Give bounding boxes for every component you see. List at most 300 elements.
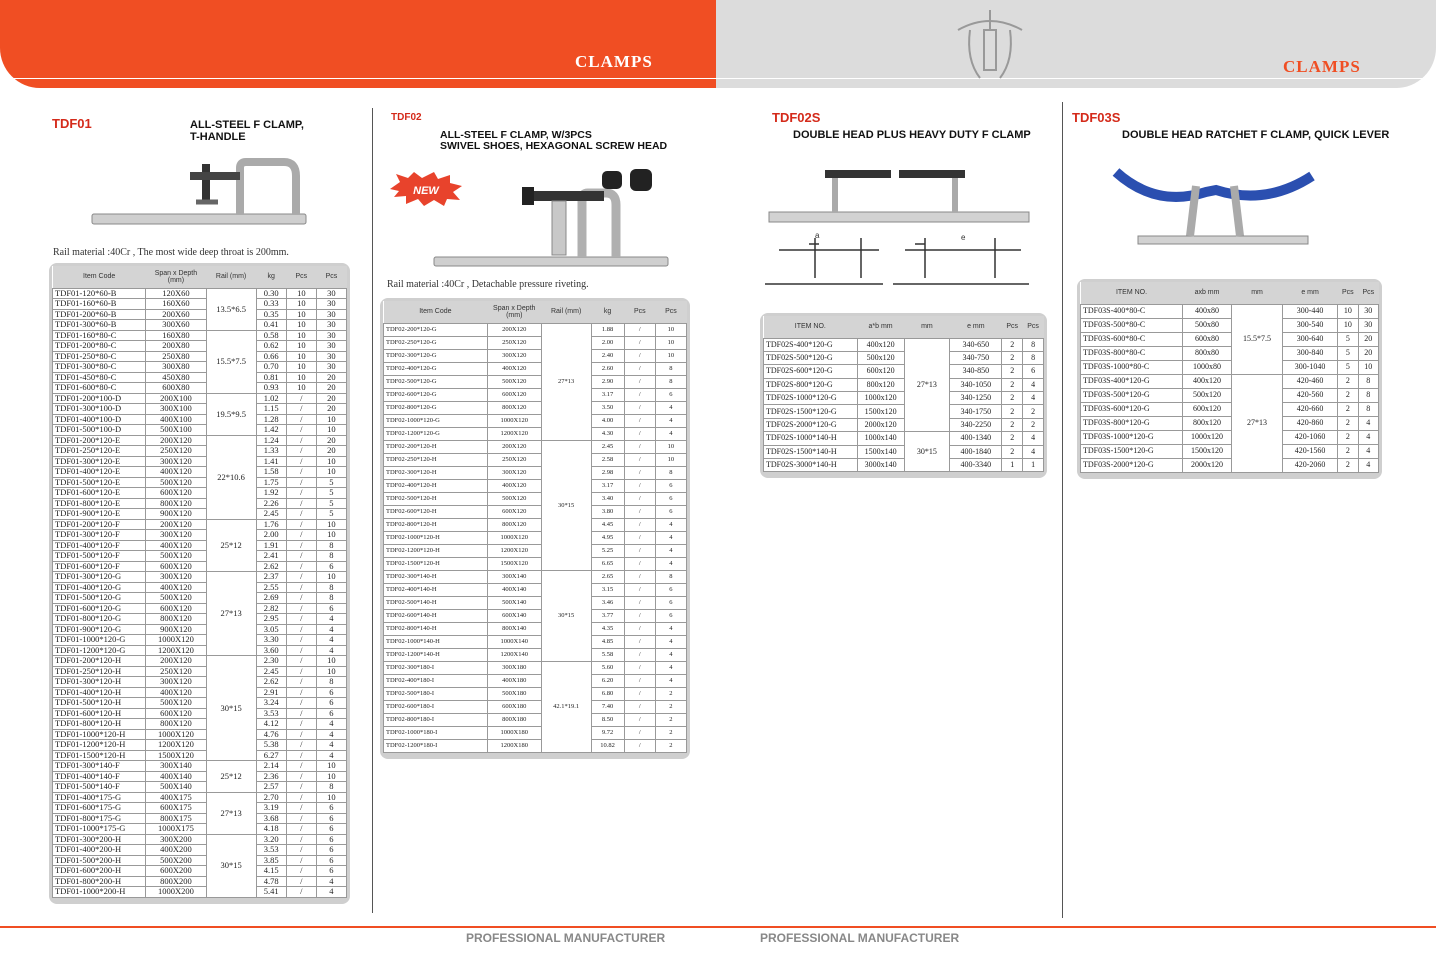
table-cell: 2.14: [256, 761, 286, 772]
table-cell: 6: [316, 855, 346, 866]
svg-text:a: a: [815, 231, 820, 240]
table-cell: 8: [655, 362, 686, 375]
table-cell: 400X180: [487, 674, 541, 687]
rail-size-cell: 27*13: [206, 572, 256, 656]
table-cell: 10: [286, 351, 316, 362]
table-cell: 400-3340: [950, 459, 1002, 472]
table-cell: TDF01-400*120-G: [53, 582, 146, 593]
table-cell: 4: [1358, 458, 1378, 472]
table-cell: 4: [655, 661, 686, 674]
table-cell: 500X200: [146, 855, 206, 866]
table-cell: TDF02-200*120-G: [384, 323, 488, 336]
table-header-cell: kg: [256, 266, 286, 288]
table-row: [53, 488, 347, 499]
product-title-tdf03s: DOUBLE HEAD RATCHET F CLAMP, QUICK LEVER: [1122, 129, 1390, 141]
table-cell: 800X120: [146, 719, 206, 730]
table-cell: 30: [316, 309, 346, 320]
table-cell: TDF01-500*140-F: [53, 782, 146, 793]
table-cell: 200X120: [146, 435, 206, 446]
table-cell: 800x80: [1183, 346, 1232, 360]
table-cell: 2.37: [256, 572, 286, 583]
table-row: [53, 750, 347, 761]
table-cell: 10: [1358, 360, 1378, 374]
rail-size-cell: 30*15: [206, 656, 256, 761]
table-cell: 2: [1338, 388, 1358, 402]
table-cell: 200X100: [146, 393, 206, 404]
table-cell: 340-1750: [950, 405, 1002, 418]
table-row: [53, 771, 347, 782]
table-cell: TDF01-200*120-E: [53, 435, 146, 446]
table-header-cell: Pcs: [316, 266, 346, 288]
table-cell: 400-1840: [950, 445, 1002, 458]
table-cell: 4: [316, 729, 346, 740]
table-cell: 420-560: [1283, 388, 1338, 402]
table-cell: 8: [316, 582, 346, 593]
table-row: [384, 414, 687, 427]
table-cell: 5.60: [591, 661, 624, 674]
table-cell: TDF01-300*60-B: [53, 320, 146, 331]
table-cell: 4: [655, 557, 686, 570]
table-cell: 1000X120: [487, 531, 541, 544]
table-cell: TDF01-500*120-F: [53, 551, 146, 562]
table-cell: 2.69: [256, 593, 286, 604]
table-cell: /: [286, 876, 316, 887]
table-cell: TDF02S-1500*140-H: [764, 445, 858, 458]
table-cell: 3.20: [256, 834, 286, 845]
table-cell: 1200X140: [487, 648, 541, 661]
table-cell: 3.05: [256, 624, 286, 635]
table-cell: 2.58: [591, 453, 624, 466]
table-cell: TDF02-500*120-H: [384, 492, 488, 505]
table-cell: 8: [316, 540, 346, 551]
table-cell: 6: [316, 834, 346, 845]
table-cell: /: [286, 540, 316, 551]
table-cell: 1000X120: [146, 729, 206, 740]
table-cell: 4: [316, 614, 346, 625]
table-row: [53, 414, 347, 425]
table-cell: TDF02S-800*120-G: [764, 378, 858, 391]
table-cell: 420-1560: [1283, 444, 1338, 458]
table-cell: 1500x140: [857, 445, 904, 458]
table-cell: TDF01-1000*200-H: [53, 887, 146, 898]
table-cell: 4: [655, 531, 686, 544]
table-cell: TDF02-1200*120-H: [384, 544, 488, 557]
table-cell: 0.81: [256, 372, 286, 383]
table-row: [53, 456, 347, 467]
table-cell: /: [286, 803, 316, 814]
table-cell: TDF03S-500*80-C: [1081, 318, 1183, 332]
table-cell: 800X120: [146, 614, 206, 625]
product-title-tdf02: ALL-STEEL F CLAMP, W/3PCS SWIVEL SHOES, HEXAGONAL SCREW HEAD: [440, 129, 668, 152]
table-cell: 2.60: [591, 362, 624, 375]
table-cell: 10: [655, 349, 686, 362]
table-cell: TDF01-400*200-H: [53, 845, 146, 856]
table-cell: 2.45: [256, 666, 286, 677]
table-row: [53, 498, 347, 509]
table-cell: 2.55: [256, 582, 286, 593]
table-row: [53, 719, 347, 730]
table-cell: TDF02-250*120-G: [384, 336, 488, 349]
table-cell: 10: [655, 336, 686, 349]
table-cell: /: [624, 479, 655, 492]
table-cell: 2: [1338, 430, 1358, 444]
table-cell: 1.92: [256, 488, 286, 499]
table-cell: 200X60: [146, 309, 206, 320]
table-cell: 6.65: [591, 557, 624, 570]
table-row: [1081, 374, 1379, 388]
table-cell: /: [286, 425, 316, 436]
table-cell: 400X140: [487, 583, 541, 596]
table-cell: 800X120: [487, 401, 541, 414]
footer-text-right: PROFESSIONAL MANUFACTURER: [760, 931, 960, 945]
table-cell: 5: [1338, 360, 1358, 374]
table-cell: TDF02-1000*120-G: [384, 414, 488, 427]
table-cell: TDF01-600*120-E: [53, 488, 146, 499]
table-cell: 5: [316, 488, 346, 499]
table-cell: 2: [655, 700, 686, 713]
table-cell: 400x120: [1183, 374, 1232, 388]
table-cell: TDF02-300*140-H: [384, 570, 488, 583]
table-cell: /: [286, 792, 316, 803]
table-row: [384, 349, 687, 362]
table-cell: /: [286, 435, 316, 446]
table-cell: 4: [316, 750, 346, 761]
table-row: [53, 666, 347, 677]
table-cell: 400X175: [146, 792, 206, 803]
table-cell: 10: [286, 288, 316, 299]
table-cell: 8: [1358, 388, 1378, 402]
table-cell: TDF01-160*60-B: [53, 299, 146, 310]
table-cell: 2.95: [256, 614, 286, 625]
table-cell: 5: [316, 498, 346, 509]
table-row: [384, 635, 687, 648]
table-cell: 2: [1002, 405, 1023, 418]
table-cell: TDF01-250*120-E: [53, 446, 146, 457]
table-cell: 5.25: [591, 544, 624, 557]
table-cell: /: [286, 509, 316, 520]
rail-size-cell: 30*15: [206, 834, 256, 897]
table-cell: 300X120: [487, 349, 541, 362]
table-cell: 4: [655, 544, 686, 557]
table-cell: 340-750: [950, 351, 1002, 364]
table-cell: 3.24: [256, 698, 286, 709]
table-cell: 2.91: [256, 687, 286, 698]
table-cell: 8: [1358, 402, 1378, 416]
table-cell: 200X120: [487, 323, 541, 336]
table-cell: 420-860: [1283, 416, 1338, 430]
table-cell: 2.30: [256, 656, 286, 667]
table-cell: TDF02S-1000*140-H: [764, 432, 858, 445]
table-cell: TDF02-1200*120-G: [384, 427, 488, 440]
table-cell: TDF03S-1000*80-C: [1081, 360, 1183, 374]
table-cell: /: [286, 498, 316, 509]
page-title-right: CLAMPS: [1283, 57, 1361, 76]
rail-size-cell: 27*13: [206, 792, 256, 834]
table-cell: TDF01-300*120-H: [53, 677, 146, 688]
table-cell: 0.41: [256, 320, 286, 331]
table-cell: 2: [1002, 351, 1023, 364]
table-cell: TDF01-300*80-C: [53, 362, 146, 373]
table-cell: 160X60: [146, 299, 206, 310]
table-cell: 20: [1358, 332, 1378, 346]
table-row: [53, 435, 347, 446]
table-cell: 300-540: [1283, 318, 1338, 332]
table-cell: 0.70: [256, 362, 286, 373]
table-cell: 20: [1358, 346, 1378, 360]
table-cell: TDF01-300*120-E: [53, 456, 146, 467]
table-cell: TDF01-200*60-B: [53, 309, 146, 320]
table-cell: 4: [316, 719, 346, 730]
table-row: [53, 372, 347, 383]
table-cell: TDF01-200*120-F: [53, 519, 146, 530]
table-cell: 600X175: [146, 803, 206, 814]
table-cell: 30: [316, 362, 346, 373]
table-cell: /: [286, 404, 316, 415]
table-header-cell: Item Code: [384, 301, 488, 323]
table-cell: TDF02-1200*140-H: [384, 648, 488, 661]
table-row: [53, 330, 347, 341]
table-cell: 4.35: [591, 622, 624, 635]
table-cell: 1500x120: [1183, 444, 1232, 458]
table-row: [53, 582, 347, 593]
table-cell: 6: [316, 698, 346, 709]
product-title-tdf02s: DOUBLE HEAD PLUS HEAVY DUTY F CLAMP: [793, 129, 1031, 141]
table-cell: 4: [655, 674, 686, 687]
table-row: [384, 739, 687, 752]
table-cell: 3.53: [256, 708, 286, 719]
table-cell: 2: [1338, 444, 1358, 458]
table-cell: 0.58: [256, 330, 286, 341]
table-cell: 400X120: [487, 479, 541, 492]
table-row: [53, 509, 347, 520]
table-cell: 6: [655, 492, 686, 505]
table-cell: 6: [655, 479, 686, 492]
table-cell: TDF01-300*120-F: [53, 530, 146, 541]
table-row: [384, 453, 687, 466]
table-cell: /: [286, 519, 316, 530]
table-cell: 8: [655, 375, 686, 388]
table-cell: 300X140: [487, 570, 541, 583]
table-cell: 4: [655, 518, 686, 531]
table-cell: 1200X120: [146, 740, 206, 751]
table-cell: 300X120: [487, 466, 541, 479]
table-cell: 400X120: [146, 687, 206, 698]
table-cell: /: [624, 375, 655, 388]
table-cell: 10: [286, 372, 316, 383]
table-cell: 160X80: [146, 330, 206, 341]
gear-puller-icon: [950, 6, 1030, 80]
rail-size-cell: 15.5*7.5: [206, 330, 256, 393]
table-cell: 250X120: [487, 453, 541, 466]
table-cell: TDF02-800*140-H: [384, 622, 488, 635]
table-row: [53, 593, 347, 604]
rail-size-cell: 27*13: [541, 323, 591, 440]
table-cell: TDF03S-600*80-C: [1081, 332, 1183, 346]
table-cell: 2: [1002, 392, 1023, 405]
spec-table-tdf02s: [760, 313, 1047, 478]
table-row: [384, 531, 687, 544]
table-cell: 2.41: [256, 551, 286, 562]
table-cell: 1500X120: [146, 750, 206, 761]
table-cell: 500x120: [1183, 388, 1232, 402]
table-row: [53, 687, 347, 698]
table-cell: 2.45: [591, 440, 624, 453]
table-cell: 1000X120: [146, 635, 206, 646]
table-cell: /: [286, 603, 316, 614]
table-cell: 340-850: [950, 365, 1002, 378]
product-code-tdf03s: TDF03S: [1072, 110, 1121, 125]
table-cell: 10: [286, 309, 316, 320]
table-cell: TDF01-800*175-G: [53, 813, 146, 824]
table-cell: TDF01-800*120-E: [53, 498, 146, 509]
table-cell: 6: [316, 708, 346, 719]
table-cell: 10: [316, 656, 346, 667]
table-cell: 500X120: [146, 477, 206, 488]
table-cell: /: [286, 782, 316, 793]
table-header-cell: e mm: [1283, 282, 1338, 304]
table-cell: 2.90: [591, 375, 624, 388]
table-cell: 4.85: [591, 635, 624, 648]
table-cell: 8: [316, 677, 346, 688]
table-cell: 300X120: [146, 677, 206, 688]
table-cell: 20: [316, 435, 346, 446]
table-cell: 8: [1358, 374, 1378, 388]
table-cell: 20: [316, 404, 346, 415]
table-cell: 1.42: [256, 425, 286, 436]
table-cell: 2.62: [256, 561, 286, 572]
table-cell: TDF01-300*100-D: [53, 404, 146, 415]
table-cell: 1000X140: [487, 635, 541, 648]
table-header-cell: Span x Depth (mm): [487, 301, 541, 323]
table-cell: /: [624, 531, 655, 544]
table-cell: 30: [316, 299, 346, 310]
table-cell: 4: [655, 401, 686, 414]
table-header-cell: axb mm: [1183, 282, 1232, 304]
spec-table-tdf02: [380, 298, 690, 759]
table-cell: 4.18: [256, 824, 286, 835]
table-cell: /: [286, 740, 316, 751]
table-cell: 4: [1023, 445, 1044, 458]
table-row: [1081, 360, 1379, 374]
table-cell: 8: [655, 466, 686, 479]
table-cell: TDF02S-400*120-G: [764, 338, 858, 351]
table-cell: TDF01-250*80-C: [53, 351, 146, 362]
table-cell: /: [624, 726, 655, 739]
table-row: [53, 792, 347, 803]
table-cell: 6: [316, 813, 346, 824]
table-cell: 10.82: [591, 739, 624, 752]
table-cell: 1000X120: [487, 414, 541, 427]
table-cell: 1.33: [256, 446, 286, 457]
table-row: [384, 388, 687, 401]
table-cell: TDF02-200*120-H: [384, 440, 488, 453]
table-cell: 4: [316, 876, 346, 887]
table-cell: /: [624, 570, 655, 583]
table-cell: /: [286, 677, 316, 688]
table-cell: /: [286, 551, 316, 562]
table-cell: 20: [316, 372, 346, 383]
table-cell: /: [624, 596, 655, 609]
table-cell: /: [286, 698, 316, 709]
table-cell: /: [286, 719, 316, 730]
table-cell: TDF02-1000*120-H: [384, 531, 488, 544]
table-cell: 8: [1023, 351, 1044, 364]
table-cell: 400X120: [146, 467, 206, 478]
table-cell: 20: [316, 393, 346, 404]
table-cell: /: [286, 750, 316, 761]
table-row: [53, 603, 347, 614]
table-cell: 300-440: [1283, 304, 1338, 318]
table-cell: 800X200: [146, 876, 206, 887]
table-cell: 3.85: [256, 855, 286, 866]
table-cell: /: [286, 855, 316, 866]
table-cell: /: [624, 622, 655, 635]
table-header-cell: e mm: [950, 316, 1002, 338]
table-cell: /: [624, 609, 655, 622]
table-cell: 1000x140: [857, 432, 904, 445]
table-cell: TDF01-160*80-C: [53, 330, 146, 341]
table-cell: 1: [1002, 459, 1023, 472]
table-cell: 8: [655, 570, 686, 583]
table-cell: 2: [1338, 458, 1358, 472]
table-cell: /: [286, 488, 316, 499]
table-cell: /: [286, 729, 316, 740]
table-cell: 1.02: [256, 393, 286, 404]
table-cell: 4: [1023, 378, 1044, 391]
table-cell: TDF03S-800*120-G: [1081, 416, 1183, 430]
table-cell: 1000X175: [146, 824, 206, 835]
table-row: [53, 383, 347, 394]
table-cell: 4.00: [591, 414, 624, 427]
table-cell: 1200X120: [487, 544, 541, 557]
table-cell: 600X120: [487, 505, 541, 518]
table-row: [384, 596, 687, 609]
table-cell: 6: [316, 824, 346, 835]
table-row: [53, 341, 347, 352]
table-cell: 10: [286, 330, 316, 341]
table-cell: /: [286, 845, 316, 856]
table-cell: 2.40: [591, 349, 624, 362]
table-cell: 340-2250: [950, 418, 1002, 431]
table-row: [384, 505, 687, 518]
table-cell: 4: [1023, 432, 1044, 445]
footer-line: [0, 926, 1436, 928]
table-row: [53, 635, 347, 646]
table-cell: /: [624, 739, 655, 752]
table-cell: 4: [316, 887, 346, 898]
f-clamp-swivel-image: [432, 165, 672, 271]
table-cell: /: [624, 401, 655, 414]
table-cell: 500X120: [146, 593, 206, 604]
table-cell: 1: [1023, 459, 1044, 472]
table-cell: 900X120: [146, 624, 206, 635]
table-cell: TDF03S-1500*120-G: [1081, 444, 1183, 458]
table-cell: 600x80: [1183, 332, 1232, 346]
table-cell: TDF01-500*120-E: [53, 477, 146, 488]
table-cell: 4: [316, 635, 346, 646]
table-header-cell: Pcs: [1023, 316, 1044, 338]
table-cell: /: [286, 771, 316, 782]
table-row: [1081, 318, 1379, 332]
table-cell: 400X140: [146, 771, 206, 782]
product-title-tdf01: ALL-STEEL F CLAMP, T-HANDLE: [190, 119, 304, 143]
table-row: [53, 624, 347, 635]
table-cell: TDF02-500*140-H: [384, 596, 488, 609]
table-cell: TDF02-1000*140-H: [384, 635, 488, 648]
table-cell: 600X120: [146, 561, 206, 572]
table-cell: TDF01-400*120-E: [53, 467, 146, 478]
table-cell: /: [624, 674, 655, 687]
